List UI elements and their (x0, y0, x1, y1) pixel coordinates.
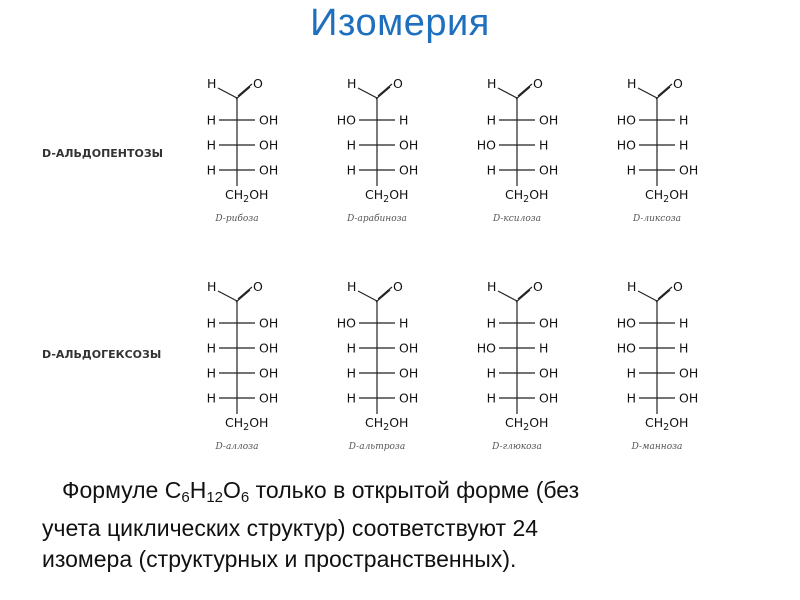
atom-h: H (347, 279, 357, 294)
bond (358, 88, 377, 98)
structure-caption: D-аллоза (215, 442, 259, 452)
structure-caption: D-глюкоза (492, 442, 542, 452)
atom-h: H (206, 162, 216, 178)
atom-o: O (533, 279, 543, 294)
group-oh: OH (399, 162, 419, 178)
atom-h: H (539, 137, 549, 153)
group-oh: OH (259, 365, 279, 381)
bond (638, 88, 657, 98)
atom-h: H (207, 279, 217, 294)
atom-o: O (673, 76, 683, 91)
bond (518, 84, 532, 96)
bond (638, 291, 657, 301)
bond (518, 287, 532, 299)
group-ho: HO (616, 315, 636, 331)
structure-svg (192, 72, 282, 237)
fischer-structure (332, 72, 422, 242)
group-oh: OH (539, 162, 559, 178)
atom-h: H (679, 315, 689, 331)
group-ho: HO (476, 137, 496, 153)
structure-svg (612, 275, 702, 465)
row-label-aldohexoses: D-АЛЬДОГЕКСОЗЫ (42, 348, 162, 361)
atom-h: H (626, 365, 636, 381)
structure-svg (332, 275, 422, 465)
group-oh: OH (399, 137, 419, 153)
group-oh: OH (399, 390, 419, 406)
structure-caption: D-альтроза (348, 442, 406, 452)
group-ho: HO (616, 112, 636, 128)
atom-h: H (486, 162, 496, 178)
atom-h: H (206, 340, 216, 356)
bond (238, 84, 252, 96)
structure-caption: D-манноза (631, 442, 683, 452)
bond (658, 84, 672, 96)
group-ch2oh: $CH_2OH$ (225, 415, 269, 433)
structure-svg (192, 275, 282, 465)
atom-o: O (253, 279, 263, 294)
bond (378, 84, 392, 96)
atom-h: H (626, 390, 636, 406)
atom-h: H (487, 279, 497, 294)
atom-h: H (486, 315, 496, 331)
structure-caption: D-ликсоза (632, 214, 682, 224)
fischer-structure (612, 72, 702, 242)
group-oh: OH (259, 137, 279, 153)
structure-svg (332, 72, 422, 237)
atom-h: H (346, 390, 356, 406)
atom-h: H (346, 340, 356, 356)
footer-line-3: изомера (структурных и пространственных). (42, 546, 517, 572)
atom-h: H (399, 315, 409, 331)
group-oh: OH (679, 162, 699, 178)
atom-h: H (486, 390, 496, 406)
atom-h: H (206, 112, 216, 128)
atom-h: H (626, 162, 636, 178)
group-oh: OH (259, 162, 279, 178)
group-oh: OH (679, 365, 699, 381)
bond (358, 291, 377, 301)
bond (238, 287, 252, 299)
atom-h: H (206, 315, 216, 331)
atom-h: H (346, 137, 356, 153)
structure-caption: D-ксилоза (492, 214, 542, 224)
page-title: Изомерия (310, 2, 490, 44)
group-ch2oh: $CH_2OH$ (505, 187, 549, 205)
group-ho: HO (476, 340, 496, 356)
group-ho: HO (616, 340, 636, 356)
atom-h: H (207, 76, 217, 91)
footer-line-1: Формуле $С_6Н_{12}О_6$ только в открытой форме (без (62, 477, 580, 506)
atom-h: H (486, 112, 496, 128)
group-oh: OH (259, 112, 279, 128)
group-oh: OH (539, 112, 559, 128)
bond (516, 290, 530, 302)
bond (498, 88, 517, 98)
bond (656, 87, 670, 99)
group-oh: OH (539, 315, 559, 331)
atom-h: H (487, 76, 497, 91)
bond (376, 290, 390, 302)
bond (516, 87, 530, 99)
group-ho: HO (336, 112, 356, 128)
group-ch2oh: $CH_2OH$ (645, 187, 689, 205)
bond (236, 87, 250, 99)
group-ho: HO (616, 137, 636, 153)
atom-o: O (673, 279, 683, 294)
group-ch2oh: $CH_2OH$ (365, 415, 409, 433)
group-ch2oh: $CH_2OH$ (505, 415, 549, 433)
atom-o: O (253, 76, 263, 91)
bond (376, 87, 390, 99)
structure-caption: D-рибоза (215, 214, 259, 224)
group-oh: OH (259, 390, 279, 406)
group-ho: HO (336, 315, 356, 331)
structure-caption: D-арабиноза (347, 214, 407, 224)
group-oh: OH (399, 340, 419, 356)
atom-h: H (627, 279, 637, 294)
atom-o: O (393, 279, 403, 294)
row-label-aldopentoses: D-АЛЬДОПЕНТОЗЫ (42, 147, 164, 160)
group-oh: OH (259, 340, 279, 356)
structure-svg (612, 72, 702, 237)
atom-h: H (679, 112, 689, 128)
group-oh: OH (539, 365, 559, 381)
fischer-structure (472, 72, 562, 242)
group-ch2oh: $CH_2OH$ (645, 415, 689, 433)
footer-text (42, 475, 742, 575)
atom-h: H (486, 365, 496, 381)
bond (218, 291, 237, 301)
group-oh: OH (679, 390, 699, 406)
atom-h: H (679, 340, 689, 356)
atom-h: H (539, 340, 549, 356)
atom-h: H (347, 76, 357, 91)
bond (656, 290, 670, 302)
footer-line-2: учета циклических структур) соответствуют 24 (42, 515, 539, 541)
atom-h: H (627, 76, 637, 91)
fischer-structure (332, 275, 422, 470)
fischer-structure (472, 275, 562, 470)
atom-h: H (206, 137, 216, 153)
fischer-structure (192, 72, 282, 242)
group-oh: OH (259, 315, 279, 331)
atom-h: H (346, 365, 356, 381)
atom-h: H (206, 365, 216, 381)
bond (378, 287, 392, 299)
atom-h: H (679, 137, 689, 153)
group-oh: OH (539, 390, 559, 406)
atom-h: H (346, 162, 356, 178)
structure-svg (472, 275, 562, 465)
atom-o: O (393, 76, 403, 91)
bond (218, 88, 237, 98)
atom-h: H (206, 390, 216, 406)
bond (498, 291, 517, 301)
atom-h: H (399, 112, 409, 128)
structure-svg (472, 72, 562, 237)
group-oh: OH (399, 365, 419, 381)
fischer-structure (192, 275, 282, 470)
atom-o: O (533, 76, 543, 91)
bond (236, 290, 250, 302)
fischer-structure (612, 275, 702, 470)
bond (658, 287, 672, 299)
group-ch2oh: $CH_2OH$ (225, 187, 269, 205)
group-ch2oh: $CH_2OH$ (365, 187, 409, 205)
